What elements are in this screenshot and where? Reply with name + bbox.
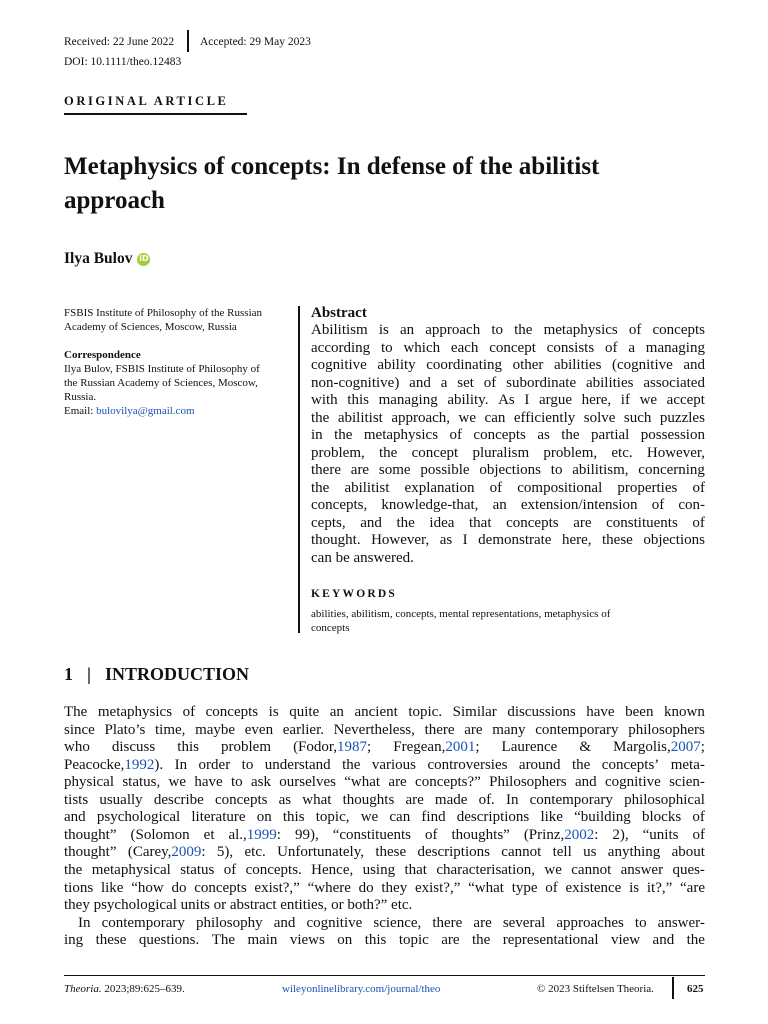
body-line: they psychological units or abstract entities, or both?” etc. (64, 897, 413, 914)
footer-journal: Theoria. (64, 983, 102, 995)
received-date: Received: 22 June 2022 (64, 36, 175, 48)
body-line: thought” (Carey,2009: 5), etc. Unfortunately, these descriptions cannot tell us anything about (64, 844, 705, 861)
abstract-line: the abilitist explanation of compositional properties of (311, 479, 705, 496)
correspondence-label: Correspondence (64, 349, 141, 361)
affiliation-line: FSBIS Institute of Philosophy of the Russian (64, 307, 263, 319)
email-label: Email: (64, 405, 97, 417)
correspondence (64, 348, 284, 418)
keywords (311, 607, 711, 635)
header-divider (187, 30, 189, 52)
keywords-heading: KEYWORDS (311, 588, 397, 600)
body-line: thought” (Solomon et al.,1999: 99), “constituents of thoughts” (Prinz,2002: 2), “units of (64, 826, 705, 843)
article-title (64, 150, 704, 218)
footer-volume: 2023;89:625–639. (101, 983, 185, 995)
body-line: who discuss this problem (Fodor,1987; Fregean,2001; Laurence & Margolis,2007; (64, 739, 705, 756)
citation-link[interactable]: 1987 (337, 739, 368, 756)
abstract-line: according to which each concept consists of a managing (311, 339, 705, 356)
body-line: tists usually describe concepts as what thoughts are made of. In contemporary philosophical (64, 791, 705, 808)
orcid-icon[interactable]: iD (137, 253, 150, 266)
abstract-line: cognitive ability coordinating other abilities (cognitive and (311, 357, 705, 373)
body-line: The metaphysics of concepts is quite an ancient topic. Similar discussions have been known (64, 704, 705, 720)
abstract-line: in the metaphysics of concepts as the partial possession (311, 427, 705, 443)
title-line: approach (64, 187, 165, 214)
section-title: INTRODUCTION (104, 664, 249, 684)
author-name[interactable]: Ilya Bulov (64, 250, 133, 267)
citation-link[interactable]: 2001 (445, 739, 476, 756)
citation-link[interactable]: 2007 (670, 739, 701, 756)
email-link[interactable]: bulovilya@gmail.com (96, 405, 195, 417)
footer-citation (64, 982, 185, 996)
accepted-date: Accepted: 29 May 2023 (200, 36, 311, 48)
page-number: 625 (687, 983, 704, 995)
abstract-line: non-cognitive) and a set of subordinate abilities associated (311, 374, 705, 391)
affiliation (64, 306, 284, 334)
body-line: ing these questions. The main views on this topic are the representational view and the (64, 932, 705, 949)
body-line: Peacocke,1992). In order to understand the various controversies around the concepts’ meta- (64, 756, 705, 773)
body-line: and psychological literature on this topic, we can find descriptions like “building blocks of (64, 809, 705, 826)
footer-divider (672, 977, 674, 999)
footer-rule (64, 975, 705, 976)
correspondence-line: Russia. (64, 391, 97, 403)
keywords-line: concepts (311, 622, 350, 634)
body-line: physical status, we have to ask ourselves “what are concepts?” Philosophers and cognitive scien- (64, 774, 705, 791)
doi[interactable]: DOI: 10.1111/theo.12483 (64, 56, 182, 68)
citation-link[interactable]: 1999 (246, 826, 277, 843)
article-type-underline (64, 113, 247, 115)
correspondence-line: Ilya Bulov, FSBIS Institute of Philosophy of (64, 363, 260, 375)
citation-link[interactable]: 2002 (564, 826, 595, 843)
body-line: the metaphysical status of concepts. Hence, using that characterisation, we cannot answer ques- (64, 861, 705, 878)
keywords-line: abilities, abilitism, concepts, mental representations, metaphysics of (311, 608, 611, 620)
abstract-line: the abilitist approach, we can efficiently solve such puzzles (311, 409, 705, 426)
abstract-rule (298, 306, 300, 633)
abstract-line: thought. However, as I demonstrate here, these objections (311, 532, 705, 548)
section-separator: | (87, 664, 91, 684)
article-type: ORIGINAL ARTICLE (64, 94, 229, 108)
body-line: since Plato’s time, maybe even earlier. Nevertheless, there are many contemporary philosophers (64, 721, 705, 738)
citation-link[interactable]: 2009 (171, 844, 202, 861)
title-line: Metaphysics of concepts: In defense of the abilitist (64, 153, 600, 180)
citation-link[interactable]: 1992 (124, 756, 155, 773)
body-line: In contemporary philosophy and cognitive science, there are several approaches to answer- (78, 914, 705, 931)
abstract-line: can be answered. (311, 549, 414, 566)
author (64, 250, 150, 268)
abstract-line: cepts, and the idea that concepts are constituents of (311, 514, 705, 531)
footer-url[interactable]: wileyonlinelibrary.com/journal/theo (282, 983, 441, 995)
abstract-line: problem, the concept pluralism problem, etc. However, (311, 444, 705, 461)
correspondence-line: the Russian Academy of Sciences, Moscow, (64, 377, 258, 389)
abstract-line: Abilitism is an approach to the metaphysics of concepts (311, 322, 705, 338)
abstract-heading: Abstract (311, 305, 367, 321)
section-heading (64, 664, 263, 685)
affiliation-line: Academy of Sciences, Moscow, Russia (64, 321, 237, 333)
email-line (64, 404, 284, 418)
abstract-line: there are some possible objections to abilitism, concerning (311, 462, 705, 478)
section-number: 1 (64, 664, 73, 684)
body-line: tions like “how do concepts exist?,” “where do they exist?,” “what type of existence is it?,” “are (64, 879, 705, 896)
abstract-line: concepts, knowledge-that, an extension/intension of con- (311, 497, 705, 513)
footer-copyright: © 2023 Stiftelsen Theoria. (537, 983, 654, 995)
abstract-line: with this managing ability. As I argue here, if we accept (311, 392, 705, 408)
